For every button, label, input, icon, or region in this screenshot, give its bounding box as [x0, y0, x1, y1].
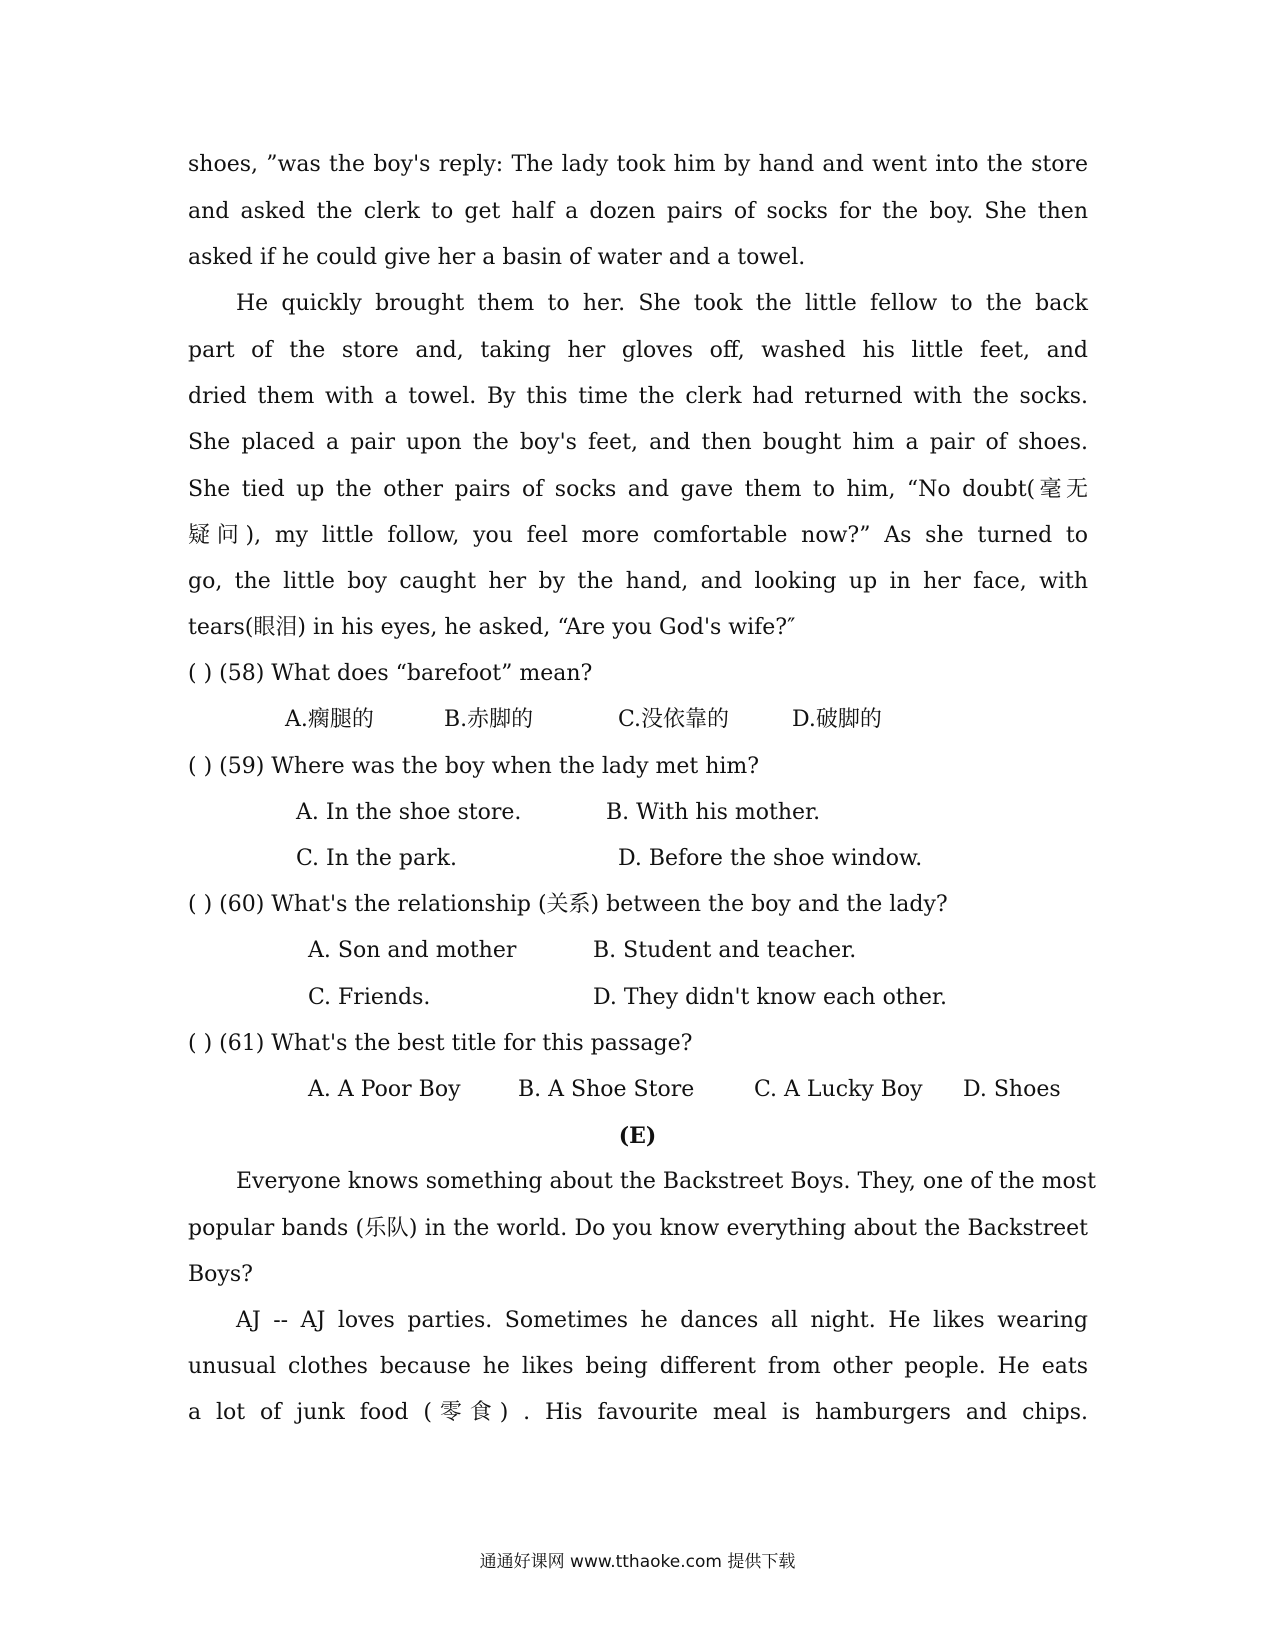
page-footer: 通通好课网 www.tthaoke.com 提供下载 — [479, 1552, 796, 1572]
option-b: B. Student and teacher. — [593, 938, 857, 963]
passage-line: Everyone knows something about the Backstreet Boys. They, one of the most — [236, 1169, 1096, 1194]
question-stem: ( ) (59) Where was the boy when the lady met him? — [188, 754, 760, 779]
passage-line: dried them with a towel. By this time the clerk had returned with the socks. — [188, 384, 1088, 409]
option-a: A. A Poor Boy — [308, 1077, 461, 1102]
passage-line: a lot of junk food (零食) . His favourite meal is hamburgers and chips. — [188, 1400, 1088, 1425]
section-heading: (E) — [618, 1123, 657, 1149]
question-stem: ( ) (60) What's the relationship (关系) between the boy and the lady? — [188, 892, 948, 917]
passage-line: He quickly brought them to her. She took the little fellow to the back — [236, 291, 1088, 316]
passage-line: unusual clothes because he likes being different from other people. He eats — [188, 1354, 1088, 1379]
option-b: B. A Shoe Store — [518, 1077, 695, 1102]
passage-line: Boys? — [188, 1262, 253, 1287]
option-c: C. Friends. — [308, 985, 431, 1010]
option-a: A.瘸腿的 — [285, 707, 374, 732]
passage-line: shoes, ”was the boy's reply: The lady took him by hand and went into the store — [188, 152, 1088, 177]
option-a: A. Son and mother — [308, 938, 517, 963]
passage-line: tears(眼泪) in his eyes, he asked, “Are you God's wife?″ — [188, 615, 796, 640]
option-c: C. In the park. — [296, 846, 457, 871]
question-stem: ( ) (58) What does “barefoot” mean? — [188, 661, 593, 686]
option-c: C. A Lucky Boy — [754, 1077, 923, 1102]
passage-line: She tied up the other pairs of socks and gave them to him, “No doubt(毫无 — [188, 477, 1088, 502]
passage-line: 疑问), my little follow, you feel more comfortable now?” As she turned to — [188, 523, 1088, 548]
option-b: B. With his mother. — [606, 800, 821, 825]
passage-line: She placed a pair upon the boy's feet, and then bought him a pair of shoes. — [188, 430, 1088, 455]
passage-line: and asked the clerk to get half a dozen pairs of socks for the boy. She then — [188, 199, 1088, 224]
passage-line: asked if he could give her a basin of water and a towel. — [188, 245, 806, 270]
passage-line: part of the store and, taking her gloves off, washed his little feet, and — [188, 338, 1088, 363]
question-stem: ( ) (61) What's the best title for this passage? — [188, 1031, 693, 1056]
option-d: D.破脚的 — [792, 707, 882, 732]
passage-line: go, the little boy caught her by the hand, and looking up in her face, with — [188, 569, 1088, 594]
passage-line: AJ -- AJ loves parties. Sometimes he dances all night. He likes wearing — [236, 1308, 1088, 1333]
option-d: D. They didn't know each other. — [593, 985, 947, 1010]
option-d: D. Before the shoe window. — [618, 846, 923, 871]
option-b: B.赤脚的 — [444, 707, 534, 732]
option-a: A. In the shoe store. — [296, 800, 522, 825]
option-c: C.没依靠的 — [618, 707, 730, 732]
option-d: D. Shoes — [963, 1077, 1061, 1102]
passage-line: popular bands (乐队) in the world. Do you know everything about the Backstreet — [188, 1216, 1088, 1241]
